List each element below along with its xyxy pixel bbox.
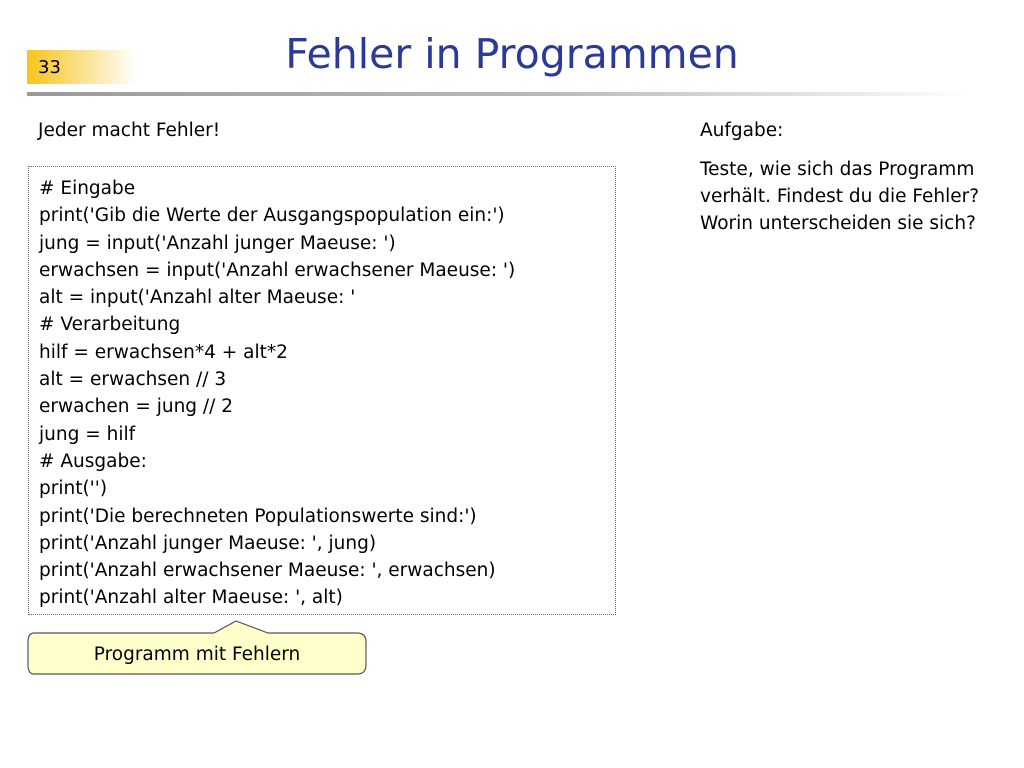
code-line: print('Anzahl junger Maeuse: ', jung): [39, 532, 377, 554]
code-line: jung = hilf: [39, 423, 136, 445]
slide-number: 33: [38, 57, 61, 78]
title-divider: [27, 92, 972, 96]
code-line: print('Anzahl erwachsener Maeuse: ', erwachsen): [39, 560, 496, 582]
code-line: print('Anzahl alter Maeuse: ', alt): [39, 587, 343, 609]
task-text: Teste, wie sich das Programm verhält. Findest du die Fehler? Worin unterscheiden sie sich?: [700, 159, 980, 234]
code-listing: [39, 175, 515, 612]
code-line: print('Gib die Werte der Ausgangspopulation ein:'): [39, 205, 505, 227]
code-line: print('Die berechneten Populationswerte sind:'): [39, 505, 477, 527]
code-line: hilf = erwachsen*4 + alt*2: [39, 341, 288, 363]
code-line: erwachen = jung // 2: [39, 396, 234, 418]
left-heading: Jeder macht Fehler!: [38, 120, 221, 141]
code-line: erwachsen = input('Anzahl erwachsener Maeuse: '): [39, 259, 516, 281]
callout-label: Programm mit Fehlern: [93, 644, 301, 665]
code-line: # Verarbeitung: [39, 314, 181, 336]
task-heading: Aufgabe:: [700, 120, 784, 141]
code-line: # Eingabe: [39, 178, 136, 199]
code-line: alt = erwachsen // 3: [39, 369, 227, 391]
code-box: [28, 166, 616, 615]
code-line: alt = input('Anzahl alter Maeuse: ': [39, 287, 356, 309]
code-line: print(''): [39, 478, 108, 500]
slide-title: Fehler in Programmen: [285, 30, 739, 78]
code-line: # Ausgabe:: [39, 450, 147, 472]
code-line: jung = input('Anzahl junger Maeuse: '): [39, 232, 396, 254]
